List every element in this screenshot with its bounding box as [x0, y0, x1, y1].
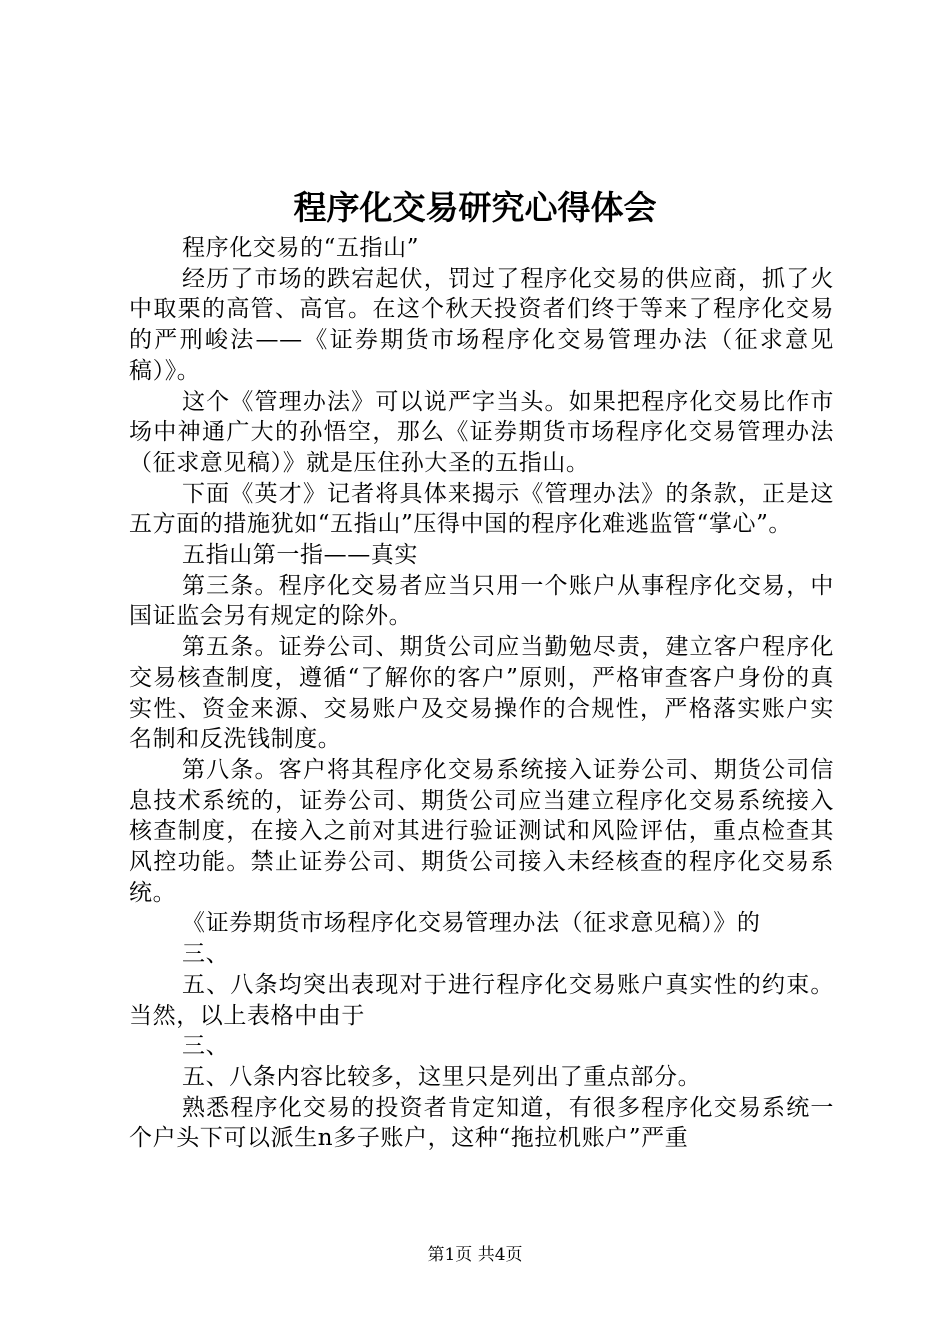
- paragraph: 经历了市场的跌宕起伏，罚过了程序化交易的供应商，抓了火中取栗的高管、高官。在这个秋天投资者们终于等来了程序化交易的严刑峻法——《证券期货市场程序化交易管理办法（征求意见稿）》。: [129, 265, 834, 384]
- paragraph: 第八条。客户将其程序化交易系统接入证券公司、期货公司信息技术系统的，证券公司、期货公司应当建立程序化交易系统接入核查制度，在接入之前对其进行验证测试和风险评估，重点检查其风控功能。禁止证券公司、期货公司接入未经核查的程序化交易系统。: [129, 756, 834, 906]
- document-title: 程序化交易研究心得体会: [293, 188, 657, 227]
- paragraph: 五、八条均突出表现对于进行程序化交易账户真实性的约束。当然，以上表格中由于: [129, 971, 834, 1029]
- paragraph: 下面《英才》记者将具体来揭示《管理办法》的条款，正是这五方面的措施犹如“五指山”压得中国的程序化难逃监管“掌心”。: [129, 480, 834, 538]
- paragraph: 熟悉程序化交易的投资者肯定知道，有很多程序化交易系统一个户头下可以派生n多子账户，这种“拖拉机账户”严重: [129, 1094, 834, 1152]
- paragraph: 《证券期货市场程序化交易管理办法（征求意见稿）》的: [182, 910, 761, 937]
- section-heading: 五指山第一指——真实: [182, 542, 418, 569]
- paragraph: 第五条。证券公司、期货公司应当勤勉尽责，建立客户程序化交易核查制度，遵循“了解你的客户”原则，严格审查客户身份的真实性、资金来源、交易账户及交易操作的合规性，严格落实账户实名制和反洗钱制度。: [129, 634, 834, 753]
- paragraph: 五、八条内容比较多，这里只是列出了重点部分。: [182, 1063, 702, 1090]
- paragraph: 三、: [182, 941, 230, 968]
- paragraph: 三、: [182, 1033, 230, 1060]
- paragraph: 第三条。程序化交易者应当只用一个账户从事程序化交易，中国证监会另有规定的除外。: [129, 572, 834, 630]
- page-number-footer: 第1页 共4页: [427, 1245, 523, 1265]
- paragraph: 程序化交易的“五指山”: [182, 235, 420, 261]
- paragraph: 这个《管理办法》可以说严字当头。如果把程序化交易比作市场中神通广大的孙悟空，那么《证券期货市场程序化交易管理办法（征求意见稿）》就是压住孙大圣的五指山。: [129, 388, 834, 476]
- document-body: [129, 233, 834, 1154]
